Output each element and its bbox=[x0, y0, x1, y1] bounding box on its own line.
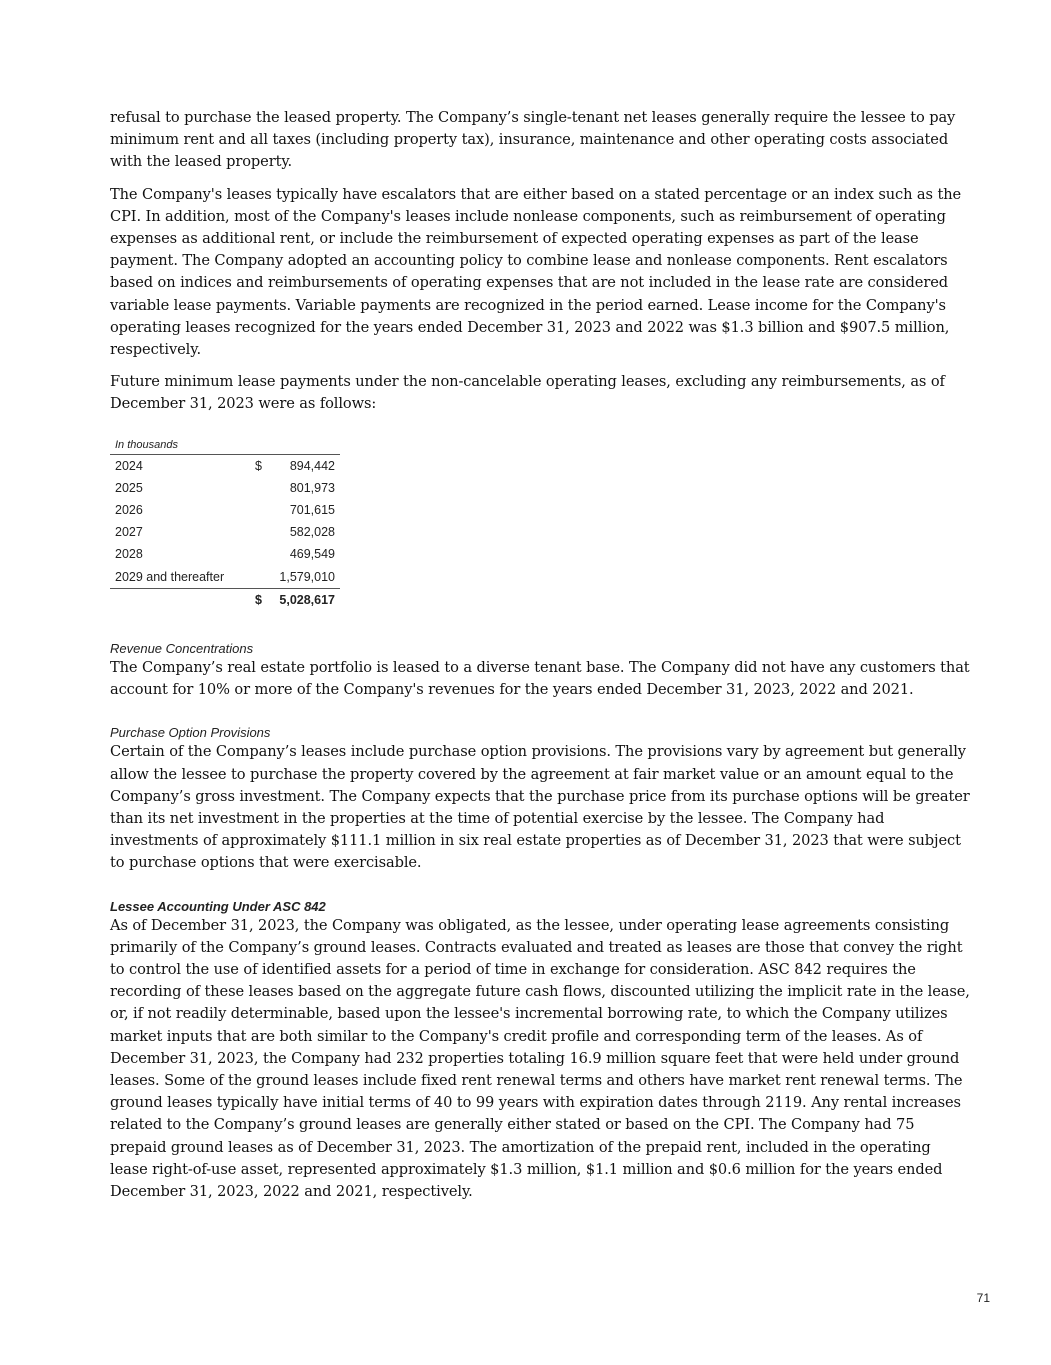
total-currency: $ bbox=[255, 592, 262, 607]
row-currency bbox=[255, 499, 267, 521]
table-row bbox=[110, 455, 340, 477]
row-amount: 894,442 bbox=[289, 458, 335, 473]
table-row bbox=[110, 477, 340, 499]
row-year: 2027 bbox=[115, 525, 143, 540]
heading-revenue-concentrations: Revenue Concentrations bbox=[110, 640, 254, 656]
table-row bbox=[110, 566, 340, 589]
table-caption: In thousands bbox=[110, 438, 340, 455]
row-amount: 1,579,010 bbox=[267, 566, 340, 589]
paragraph-future-payments: Future minimum lease payments under the non-cancelable operating leases, excluding any reimbursements, as of December 31, 2023 were as follows: bbox=[110, 373, 945, 413]
row-year: 2025 bbox=[115, 480, 143, 495]
paragraph-purchase-option: Certain of the Company’s leases include purchase option provisions. The provisions vary by agreement but generally allow the lessee to purchase the property covered by the agreement at fair market value or an amount equal to the Company’s gross investment. The Company expects that the purchase price from its purchase options will be greater than its net investment in the properties at the time of potential exercise by the lessee. The Company had investments of approximately $111.1 million in six real estate properties as of December 31, 2023 that were subject to purchase options that were exercisable. bbox=[110, 743, 970, 872]
paragraph-revenue-concentrations: The Company’s real estate portfolio is leased to a diverse tenant base. The Company did not have any customers that account for 10% or more of the Company's revenues for the years ended December 31, 2023, 2022 and 2021. bbox=[110, 658, 970, 699]
total-label bbox=[110, 588, 255, 611]
table-body bbox=[110, 455, 340, 611]
row-year: 2028 bbox=[115, 547, 143, 562]
row-currency bbox=[255, 566, 267, 589]
document-page bbox=[110, 107, 970, 1213]
total-amount: 5,028,617 bbox=[279, 592, 335, 607]
row-amount: 701,615 bbox=[289, 503, 335, 518]
row-amount: 469,549 bbox=[289, 547, 335, 562]
table-row bbox=[110, 543, 340, 565]
row-currency bbox=[255, 521, 267, 543]
table-total-row bbox=[110, 588, 340, 611]
row-year: 2026 bbox=[115, 503, 143, 518]
row-amount: 582,028 bbox=[289, 525, 335, 540]
paragraph-lessee-accounting: As of December 31, 2023, the Company was obligated, as the lessee, under operating lease agreements consisting primarily of the Company’s ground leases. Contracts evaluated and treated as leases are those that convey the right to control the use of identified assets for a period of time in exchange for consideration. ASC 842 requires the recording of these leases based on the aggregate future cash flows, discounted utilizing the implicit rate in the lease, or, if not readily determinable, based upon the lessee's incremental borrowing rate, to which the Company utilizes market inputs that are both similar to the Company's credit profile and corresponding term of the leases. As of December 31, 2023, the Company had 232 properties totaling 16.9 million square feet that were held under ground leases. Some of the ground leases include fixed rent renewal terms and others have market rent renewal terms. The ground leases typically have initial terms of 40 to 99 years with expiration dates through 2119. Any rental increases related to the Company’s ground leases are generally either stated or based on the CPI. The Company had 75 prepaid ground leases as of December 31, 2023. The amortization of the prepaid rent, included in the operating lease right-of-use asset, represented approximately $1.3 million, $1.1 million and $0.6 million for the years ended December 31, 2023, 2022 and 2021, respectively. bbox=[110, 916, 970, 1201]
table-row bbox=[110, 521, 340, 543]
paragraph-escalators: The Company's leases typically have escalators that are either based on a stated percentage or an index such as the CPI. In addition, most of the Company's leases include nonlease components, such as reimbursement of operating expenses as additional rent, or include the reimbursement of expected operating expenses as part of the lease payment. The Company adopted an accounting policy to combine lease and nonlease components. Rent escalators based on indices and reimbursements of operating expenses that are not included in the lease rate are considered variable lease payments. Variable payments are recognized in the period earned. Lease income for the Company's operating leases recognized for the years ended December 31, 2023 and 2022 was $1.3 billion and $907.5 million, respectively. bbox=[110, 185, 962, 359]
heading-purchase-option: Purchase Option Provisions bbox=[110, 725, 271, 741]
row-year: 2024 bbox=[115, 458, 143, 473]
heading-lessee-accounting: Lessee Accounting Under ASC 842 bbox=[110, 898, 326, 914]
paragraph-net-leases: refusal to purchase the leased property. The Company’s single-tenant net leases generally require the lessee to pay minimum rent and all taxes (including property tax), insurance, maintenance and other operating costs associated with the leased property. bbox=[110, 109, 956, 171]
row-currency bbox=[255, 477, 267, 499]
row-amount: 801,973 bbox=[289, 480, 335, 495]
table-row bbox=[110, 499, 340, 521]
row-currency bbox=[255, 543, 267, 565]
lease-payments-table bbox=[110, 438, 340, 611]
page-number: 71 bbox=[976, 1291, 990, 1305]
row-currency: $ bbox=[255, 458, 262, 473]
row-year: 2029 and thereafter bbox=[110, 566, 255, 589]
